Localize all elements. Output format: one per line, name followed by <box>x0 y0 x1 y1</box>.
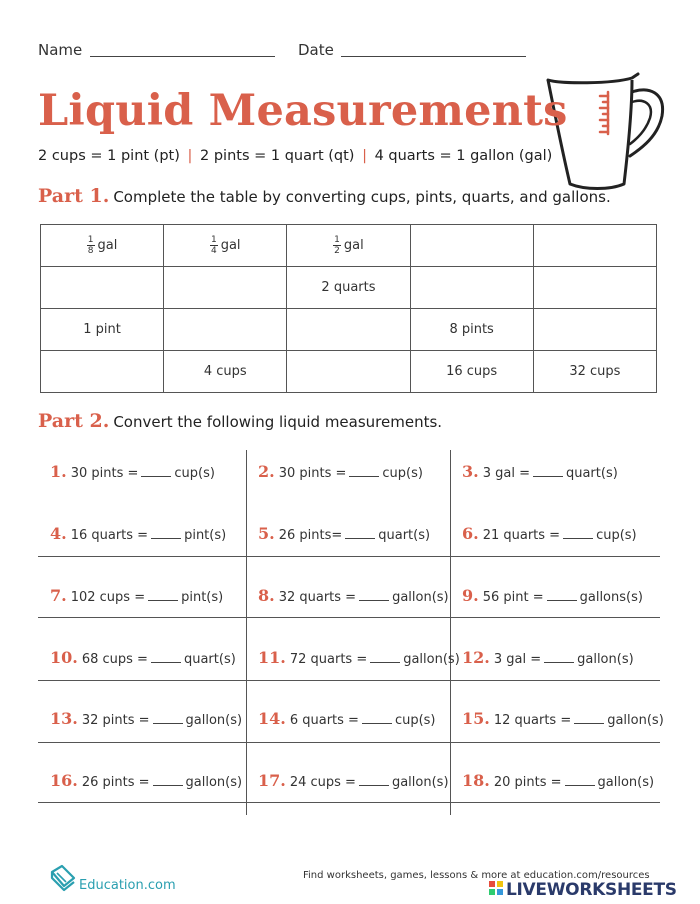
problem-item <box>462 524 637 543</box>
problem-unit: gallon(s) <box>391 775 449 790</box>
name-field[interactable] <box>90 56 275 57</box>
answer-cell[interactable] <box>533 225 656 267</box>
unit-label: gal <box>343 238 364 253</box>
answer-cell[interactable] <box>410 225 533 267</box>
answer-cell[interactable] <box>287 309 410 351</box>
answer-blank[interactable] <box>345 538 375 539</box>
problem-unit: quart(s) <box>378 528 431 543</box>
problem-unit: gallon(s) <box>403 652 460 667</box>
problem-left: 30 pints = <box>70 466 139 481</box>
problem-unit: gallon(s) <box>185 775 243 790</box>
unit-label: gal <box>97 238 118 253</box>
grid-divider <box>38 802 660 803</box>
table-cell: 4 cups <box>164 351 287 393</box>
problem-unit: pint(s) <box>184 528 227 543</box>
equivalence-1: 2 cups = 1 pint (pt) <box>38 148 180 164</box>
problem-item <box>462 586 643 605</box>
answer-cell[interactable] <box>410 267 533 309</box>
problem-item <box>258 709 436 728</box>
grid-divider <box>246 450 247 815</box>
answer-blank[interactable] <box>359 785 389 786</box>
problem-left: 21 quarts = <box>482 528 561 543</box>
problem-number: 9. <box>462 586 479 605</box>
table-cell <box>41 225 164 267</box>
problem-left: 32 pints = <box>81 713 150 728</box>
problem-unit: quart(s) <box>183 652 236 667</box>
problem-left: 68 cups = <box>81 652 148 667</box>
problem-number: 12. <box>462 648 490 667</box>
part1-instruction: Complete the table by converting cups, pints, quarts, and gallons. <box>113 188 611 206</box>
problem-left: 3 gal = <box>493 652 542 667</box>
problem-item <box>462 462 618 481</box>
problem-number: 5. <box>258 524 275 543</box>
problem-number: 16. <box>50 771 78 790</box>
problem-number: 8. <box>258 586 275 605</box>
answer-blank[interactable] <box>359 600 389 601</box>
equivalence-separator: | <box>187 148 193 164</box>
problem-unit: gallons(s) <box>579 590 643 605</box>
table-row <box>41 267 657 309</box>
answer-cell[interactable] <box>164 309 287 351</box>
problem-item <box>258 586 449 605</box>
problem-number: 4. <box>50 524 67 543</box>
unit-label: gal <box>220 238 241 253</box>
name-label: Name <box>38 41 83 59</box>
fraction: $\frac{1}{8}$ <box>87 235 94 256</box>
answer-blank[interactable] <box>574 723 604 724</box>
part2-heading <box>38 410 442 432</box>
problem-left: 24 cups = <box>289 775 356 790</box>
answer-blank[interactable] <box>362 723 392 724</box>
answer-blank[interactable] <box>565 785 595 786</box>
problem-number: 13. <box>50 709 78 728</box>
problem-number: 17. <box>258 771 286 790</box>
problem-left: 6 quarts = <box>289 713 359 728</box>
problem-left: 32 quarts = <box>278 590 357 605</box>
problem-left: 102 cups = <box>70 590 146 605</box>
problem-unit: pint(s) <box>181 590 224 605</box>
problem-left: 16 quarts = <box>70 528 149 543</box>
date-label: Date <box>298 41 334 59</box>
problem-number: 14. <box>258 709 286 728</box>
problem-item <box>50 771 242 790</box>
answer-blank[interactable] <box>370 662 400 663</box>
problem-unit: gallon(s) <box>597 775 655 790</box>
answer-blank[interactable] <box>544 662 574 663</box>
page-title: Liquid Measurements <box>38 86 568 136</box>
footer-tagline: Find worksheets, games, lessons & more at education.com/resources <box>303 870 650 881</box>
problem-item <box>50 586 223 605</box>
part2-label: Part 2. <box>38 410 110 432</box>
equivalence-3: 4 quarts = 1 gallon (gal) <box>374 148 553 164</box>
grid-divider <box>38 617 660 618</box>
answer-blank[interactable] <box>349 476 379 477</box>
table-row <box>41 225 657 267</box>
problem-item <box>462 771 654 790</box>
answer-cell[interactable] <box>41 267 164 309</box>
problem-unit: gallon(s) <box>577 652 634 667</box>
answer-cell[interactable] <box>533 309 656 351</box>
problem-unit: gallon(s) <box>607 713 664 728</box>
problem-number: 18. <box>462 771 490 790</box>
problem-unit: quart(s) <box>565 466 618 481</box>
problem-item <box>258 524 430 543</box>
answer-cell[interactable] <box>533 267 656 309</box>
problem-number: 7. <box>50 586 67 605</box>
table-row <box>41 309 657 351</box>
problem-left: 26 pints = <box>81 775 150 790</box>
problem-left: 12 quarts = <box>493 713 572 728</box>
answer-blank[interactable] <box>153 785 183 786</box>
table-cell: 1 pint <box>41 309 164 351</box>
part1-heading <box>38 185 611 207</box>
table-cell: 16 cups <box>410 351 533 393</box>
answer-cell[interactable] <box>164 267 287 309</box>
problem-unit: cup(s) <box>174 466 215 481</box>
problem-left: 30 pints = <box>278 466 347 481</box>
table-cell <box>164 225 287 267</box>
problem-unit: cup(s) <box>596 528 637 543</box>
table-cell <box>287 225 410 267</box>
problem-number: 11. <box>258 648 286 667</box>
answer-blank[interactable] <box>563 538 593 539</box>
problem-number: 1. <box>50 462 67 481</box>
watermark: LIVEWORKSHEETS <box>506 880 677 900</box>
problem-left: 26 pints= <box>278 528 343 543</box>
part2-instruction: Convert the following liquid measurements. <box>113 413 443 431</box>
problem-number: 10. <box>50 648 78 667</box>
problem-item <box>50 524 226 543</box>
fraction: $\frac{1}{2}$ <box>334 235 340 256</box>
problem-unit: cup(s) <box>394 713 436 728</box>
brand-name: Education.com <box>79 878 176 893</box>
problem-item <box>462 709 664 728</box>
problem-unit: gallon(s) <box>392 590 449 605</box>
date-field[interactable] <box>341 56 526 57</box>
problem-item <box>258 771 449 790</box>
problem-number: 2. <box>258 462 275 481</box>
problem-item <box>258 462 423 481</box>
equivalence-separator: | <box>362 148 367 164</box>
problem-left: 20 pints = <box>493 775 562 790</box>
equivalence-line <box>38 148 552 164</box>
grid-divider <box>450 450 451 815</box>
answer-blank[interactable] <box>141 476 171 477</box>
answer-blank[interactable] <box>533 476 563 477</box>
problem-item <box>258 648 460 667</box>
answer-blank[interactable] <box>148 600 178 601</box>
table-cell: 32 cups <box>533 351 656 393</box>
table-cell: 8 pints <box>410 309 533 351</box>
table-row <box>41 351 657 393</box>
problem-unit: gallon(s) <box>185 713 243 728</box>
problem-number: 3. <box>462 462 479 481</box>
part1-label: Part 1. <box>38 185 110 207</box>
answer-blank[interactable] <box>151 538 181 539</box>
problem-number: 15. <box>462 709 490 728</box>
answer-cell[interactable] <box>41 351 164 393</box>
problem-item <box>50 709 242 728</box>
problem-item <box>462 648 634 667</box>
grid-divider <box>38 742 660 743</box>
problem-left: 3 gal = <box>482 466 530 481</box>
grid-divider <box>38 680 660 681</box>
equivalence-2: 2 pints = 1 quart (qt) <box>200 148 355 164</box>
problem-left: 56 pint = <box>482 590 544 605</box>
conversion-table <box>40 224 657 393</box>
answer-blank[interactable] <box>151 662 181 663</box>
table-cell: 2 quarts <box>287 267 410 309</box>
education-logo-icon <box>48 862 78 892</box>
liveworksheets-logo-icon <box>488 880 504 900</box>
fraction: $\frac{1}{4}$ <box>210 235 217 256</box>
problem-unit: cup(s) <box>382 466 423 481</box>
problem-item <box>50 462 215 481</box>
problem-left: 72 quarts = <box>289 652 368 667</box>
problem-item <box>50 648 236 667</box>
answer-blank[interactable] <box>547 600 577 601</box>
grid-divider <box>38 556 660 557</box>
answer-blank[interactable] <box>153 723 183 724</box>
problems-grid <box>38 450 664 815</box>
answer-cell[interactable] <box>287 351 410 393</box>
problem-number: 6. <box>462 524 479 543</box>
